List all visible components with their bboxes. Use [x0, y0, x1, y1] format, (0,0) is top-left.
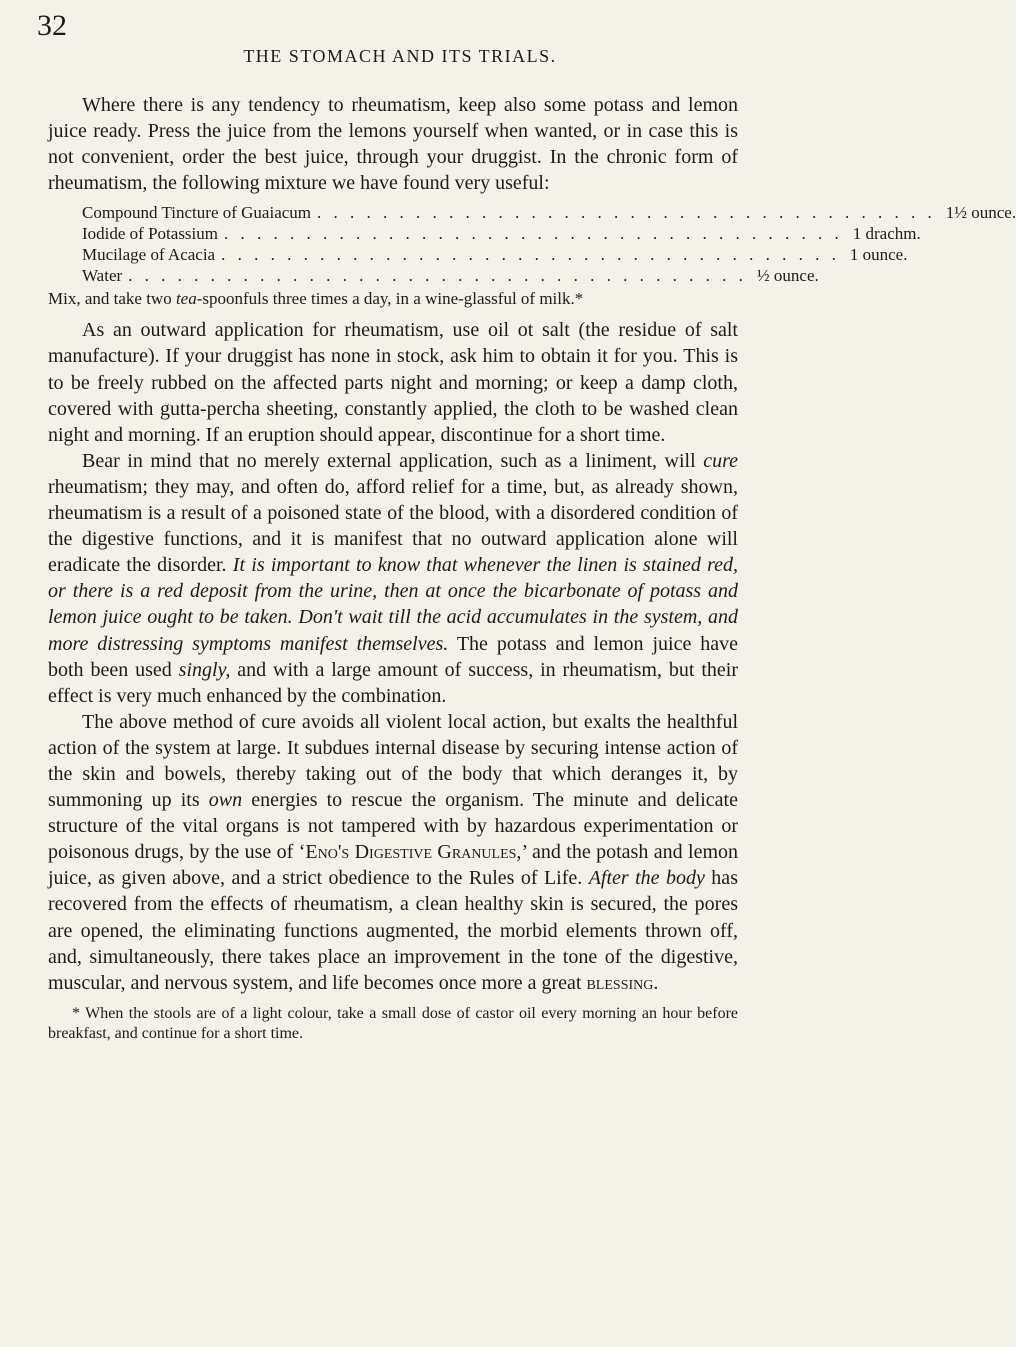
recipe-amount: 1½ ounce. [945, 203, 1016, 223]
para-emphasis: It is important to know that whenever the linen is stained red, or there is a red deposit from the urine, then at once the bicarbonate of potass and lemon juice ought to be taken. Don't wait till the acid accumulates in the system, and more distressing symptoms manifest themselves. [48, 554, 738, 655]
recipe-row [82, 223, 921, 244]
para-emphasis: own [208, 789, 243, 812]
recipe-row [82, 265, 819, 286]
para-emphasis: singly, [178, 658, 231, 681]
recipe-row [82, 202, 1016, 223]
leader-dots: . . . . . . . . . . . . . . . . . . . . . . . . . . . . . . . . . . . . . . [224, 224, 843, 244]
footnote: * When the stools are of a light colour, take a small dose of castor oil every morning an hour before breakfast, and continue for a short time. [48, 1004, 738, 1042]
recipe-ingredient: Iodide of Potassium [82, 224, 218, 244]
paragraph-rheumatism-tendency: Where there is any tendency to rheumatism, keep also some potass and lemon juice ready. Press the juice from the lemons yourself when wanted, or in case this is not convenient, order the best juice, through your druggist. In the chronic form of rheumatism, the following mixture we have found very useful: [48, 94, 738, 195]
mix-instruction [48, 288, 738, 309]
para-text: has recovered from the effects of rheumatism, a clean healthy skin is secured, the pores are opened, the eliminating functions augmented, the morbid elements thrown off, and, simultaneously, there takes place an improvement in the tone of the digestive, muscular, and nervous system, and life becomes once more a great [48, 867, 738, 994]
leader-dots: . . . . . . . . . . . . . . . . . . . . . . . . . . . . . . . . . . . . . . [128, 266, 747, 286]
mix-emphasis: tea [175, 289, 197, 309]
para-text: rheumatism; they may, and often do, afford relief for a time, but, as already shown, rheumatism is a result of a poisoned state of the blood, with a disordered condition of the digestive functions, and it is manifest that no outward application alone will eradicate the disorder. [48, 475, 738, 577]
para-text: Bear in mind that no merely external application, such as a liniment, will [82, 449, 704, 472]
recipe-ingredient: Mucilage of Acacia [82, 245, 216, 265]
para-text: and with a large amount of success, in rheumatism, but their effect is very much enhanced by the combination. [48, 658, 738, 707]
recipe-amount: ½ ounce. [756, 266, 819, 286]
para-text: The potass and lemon juice have both been used [48, 632, 738, 681]
para-emphasis: After the body [588, 867, 705, 890]
leader-dots: . . . . . . . . . . . . . . . . . . . . . . . . . . . . . . . . . . . . . . [221, 245, 840, 265]
mix-text: -spoonfuls three times a day, in a wine-glassful of milk.* [196, 289, 584, 309]
paragraph-outward-application: As an outward application for rheumatism, use oil ot salt (the residue of salt manufacture). If your druggist has none in stock, ask him to obtain it for you. This is to be freely rubbed on the affected parts night and morning; or keep a damp cloth, covered with gutta-percha sheeting, constantly applied, the cloth to be washed clean night and morning. If an eruption should appear, discontinue for a short time. [48, 319, 738, 446]
leader-dots: . . . . . . . . . . . . . . . . . . . . . . . . . . . . . . . . . . . . . . [317, 203, 936, 223]
body-text [48, 92, 1016, 1044]
paragraph-bear-in-mind [48, 448, 738, 709]
para-text: The above method of cure avoids all violent local action, but exalts the healthful action of the system at large. It subdues internal disease by securing intense action of the skin and bowels, thereby taking out of the body that which deranges it, by summoning up its [48, 710, 738, 812]
mix-text: Mix, and take two [48, 289, 176, 309]
product-name: Eno's Digestive Granules, [305, 841, 522, 864]
recipe-ingredient: Compound Tincture of Guaiacum [82, 203, 312, 223]
recipe-ingredient: Water [82, 266, 123, 286]
para-text: energies to rescue the organism. The minute and delicate structure of the vital organs is not tampered with by hazardous experimentation or poisonous drugs, by the use of ‘ [48, 789, 738, 864]
page-number: 32 [37, 9, 67, 42]
para-text: ’ and the potash and lemon juice, as given above, and a strict obedience to the Rules of Life. [48, 841, 738, 890]
para-smallcaps: blessing. [586, 971, 659, 994]
paragraph-method-of-cure [48, 709, 738, 996]
recipe-amount: 1 ounce. [849, 245, 908, 265]
para-emphasis: cure [703, 449, 738, 472]
recipe-row [82, 244, 908, 265]
running-head: THE STOMACH AND ITS TRIALS. [243, 46, 557, 66]
recipe-amount: 1 drachm. [852, 224, 921, 244]
recipe-list [48, 202, 1016, 286]
